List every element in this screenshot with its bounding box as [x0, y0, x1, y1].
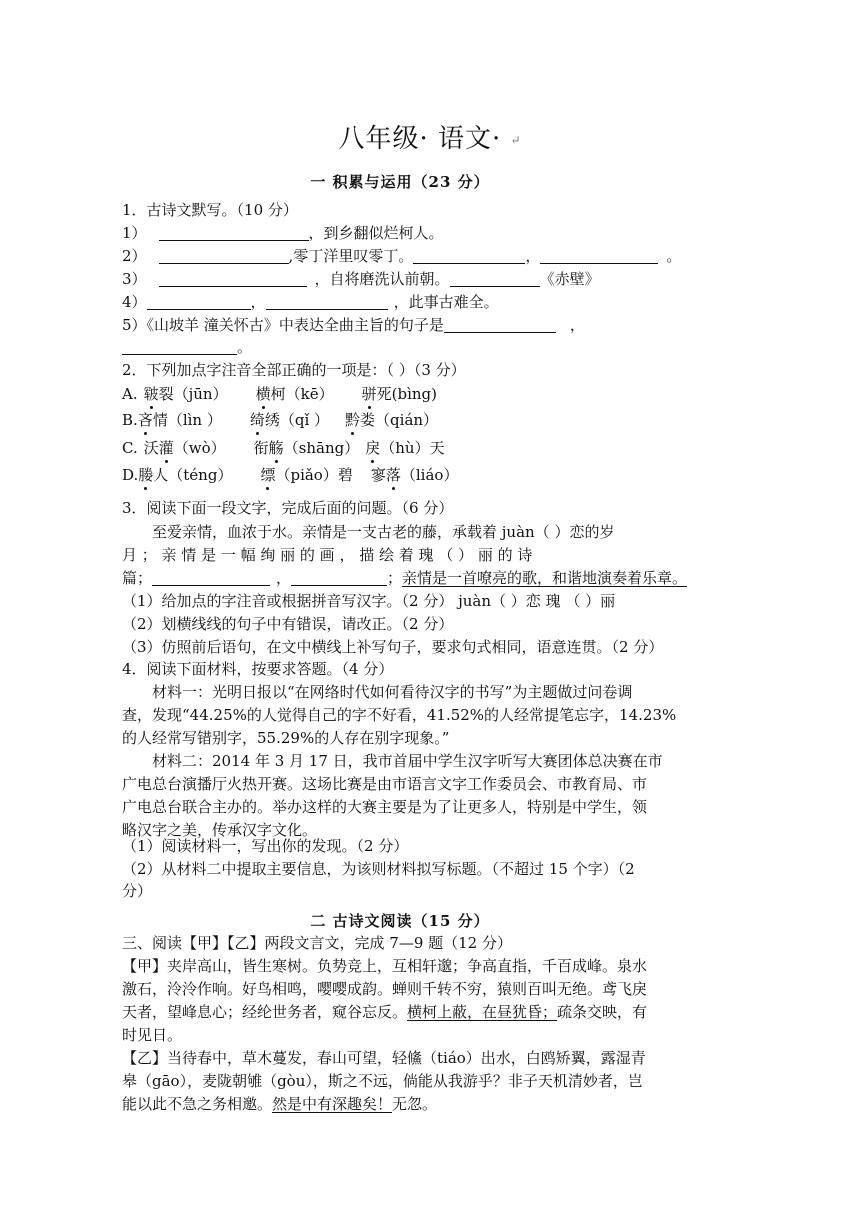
text: 能以此不急之务相邀。 [122, 1095, 273, 1113]
dotted-char: 横 [255, 385, 271, 403]
option-text: （wò） [173, 439, 226, 457]
q1-l5-text: 5）《山坡羊 潼关怀古》中表达全曲主旨的句子是 [122, 316, 444, 334]
jia-line-1: 【甲】夹岸高山，皆生寒树。负势竞上，互相轩邈；争高直指，千百成峰。泉水 [122, 957, 648, 975]
q3-sub-2: （2）划横线线的句子中有错误，请改正。（2 分） [122, 615, 454, 633]
q2-option-c[interactable] [122, 438, 732, 458]
option-text: 情（lìn ） [152, 411, 222, 429]
q2-option-a[interactable] [122, 384, 732, 404]
q1-l5b-end: 。 [237, 338, 253, 356]
section-2-heading: 二 古诗文阅读（15 分） [310, 912, 490, 930]
dotted-char: 皲 [143, 385, 159, 403]
option-text: 沃 [143, 439, 159, 457]
blank[interactable] [159, 271, 307, 287]
dotted-char: 落 [385, 466, 401, 484]
q4-m2-c: 广电总台联合主办的。举办这样的大赛主要是为了让更多人，特别是中学生，领 [122, 798, 648, 816]
option-text: （shāng） [283, 439, 360, 457]
q1-l3-source: 《赤壁》 [539, 270, 600, 288]
dotted-char: 媵 [138, 466, 154, 484]
text: 疏条交映，有 [557, 1003, 648, 1021]
q3-heading: 3．阅读下面一段文字，完成后面的问题。（6 分） [122, 499, 454, 517]
blank[interactable] [444, 317, 556, 333]
q4-m2-b: 广电总台演播厅火热开赛。这场比赛是由市语言文字工作委员会、市教育局、市 [122, 775, 648, 793]
dotted-char: 戾 [365, 439, 381, 457]
q1-heading: 1．古诗文默写。（10 分） [122, 201, 298, 219]
option-text: 衔 [253, 439, 269, 457]
q1-l2-end: 。 [666, 247, 682, 265]
dotted-char: 骈 [361, 385, 377, 403]
text: 篇； [122, 569, 153, 587]
q1-l4-text: ，此事古难全。 [393, 293, 499, 311]
q1-l5-comma: ， [569, 316, 585, 334]
dotted-char: 缥 [260, 466, 276, 484]
q3-para-1: 至爱亲情，血浓于水。亲情是一支古老的藤，承载着 juàn（ ）恋的岁 [152, 523, 615, 541]
q1-line-1 [122, 223, 732, 243]
option-text: 裂（jūn） [158, 385, 228, 403]
text: 天者，望峰息心；经纶世务者，窥谷忘反。 [122, 1003, 408, 1021]
text: 无忽。 [392, 1095, 438, 1113]
text: ； [387, 569, 403, 587]
q4-heading: 4．阅读下面材料，按要求答题。（4 分） [122, 660, 394, 678]
q1-l2-comma: ， [525, 247, 541, 265]
option-text: （liáo） [400, 466, 459, 484]
blank[interactable] [152, 570, 270, 586]
blank[interactable] [413, 248, 525, 264]
q1-l4-num: 4） [122, 293, 147, 311]
option-text: （hù）天 [380, 439, 445, 457]
q3-sub-3: （3）仿照前后语句，在文中横线上补写句子，要求句式相同，语意连贯。（2 分） [122, 638, 664, 656]
option-letter: B. [122, 411, 138, 429]
dotted-char: 吝 [137, 411, 153, 429]
blank[interactable] [291, 570, 387, 586]
q1-l4-comma: ， [250, 293, 266, 311]
jia-line-4: 时见日。 [122, 1026, 183, 1044]
option-text: 柯（kē） [270, 385, 334, 403]
q1-l2-text: ,零丁洋里叹零丁。 [288, 247, 414, 265]
option-text: 绣（qǐ ） [264, 411, 330, 429]
section-1-heading: 一 积累与运用（23 分） [310, 173, 490, 191]
q3-para-3 [122, 568, 732, 588]
dotted-char: 觞 [268, 439, 284, 457]
option-text: （piǎo）碧 [275, 466, 353, 484]
blank[interactable] [159, 248, 289, 264]
q4-m2-d: 略汉字之美，传承汉字文化。 [122, 821, 318, 839]
q1-l2-num: 2） [122, 247, 147, 265]
blank[interactable] [147, 294, 251, 310]
option-text: 娄（qián） [360, 411, 439, 429]
q4-m1-c: 的人经常写错别字，55.29%的人存在别字现象。” [122, 729, 450, 747]
yi-line-1: 【乙】当待春中，草木蔓发，春山可望，轻鯈（tiáo）出水，白鸥矫翼，露湿青 [122, 1049, 646, 1067]
jia-line-3 [122, 1002, 732, 1022]
return-mark: ↵ [510, 133, 522, 147]
page-title [0, 118, 860, 155]
q4-m1-b: 查，发现“44.25%的人觉得自己的字不好看，41.52%的人经常提笔忘字，14.23% [122, 706, 677, 724]
q4-m2-a: 材料二：2014 年 3 月 17 日，我市首届中学生汉字听写大赛团体总决赛在市 [152, 752, 663, 770]
q4-sub-2b: 分） [122, 882, 153, 900]
dotted-char: 绮 [249, 411, 265, 429]
text: ， [276, 569, 292, 587]
yi-line-2: 皋（gāo），麦陇朝雊（gòu），斯之不远，倘能从我游乎？非子天机清妙者，岂 [122, 1072, 643, 1090]
q1-line-2 [122, 246, 732, 266]
blank[interactable] [266, 294, 388, 310]
option-letter: A. [122, 385, 138, 403]
q2-heading: 2．下列加点字注音全部正确的一项是：（ ）（3 分） [122, 361, 466, 379]
option-letter: C. [122, 439, 138, 457]
q3-para-2: 月 ； 亲 情 是 一 幅 绚 丽 的 画 ， 描 绘 着 瑰 （ ） 丽 的 诗 [122, 546, 533, 564]
q1-line-4 [122, 292, 732, 312]
dotted-char: 黔 [345, 411, 361, 429]
q1-line-5b [122, 337, 732, 357]
option-text: 寥 [370, 466, 386, 484]
dotted-char: 灌 [158, 439, 174, 457]
option-text: 人（téng） [153, 466, 233, 484]
q1-line-5 [122, 315, 732, 335]
blank[interactable] [540, 248, 658, 264]
yi-line-3 [122, 1094, 732, 1114]
q2-option-b[interactable] [122, 410, 732, 430]
q3-sub-1: （1）给加点的字注音或根据拼音写汉字。（2 分） juàn（ ）恋 瑰 （ ）丽 [122, 592, 616, 610]
q2-option-d[interactable] [122, 465, 732, 485]
blank[interactable] [159, 225, 309, 241]
q4-sub-1: （1）阅读材料一，写出你的发现。（2 分） [122, 837, 409, 855]
q5-heading: 三、阅读【甲】【乙】两段文言文，完成 7—9 题（12 分） [122, 934, 512, 952]
q1-line-3 [122, 269, 732, 289]
blank[interactable] [122, 339, 237, 355]
q1-l1-num: 1） [122, 224, 147, 242]
title-text: 八年级· 语文· [338, 124, 502, 154]
q1-l3-num: 3） [122, 270, 147, 288]
q4-sub-2a: （2）从材料二中提取主要信息，为该则材料拟写标题。（不超过 15 个字）（2 [122, 860, 635, 878]
blank[interactable] [450, 271, 540, 287]
underlined-sentence: 亲情是一首嘹亮的歌，和谐地演奏着乐章。 [402, 569, 688, 587]
option-text: 死(b [376, 385, 408, 403]
option-letter: D. [122, 466, 139, 484]
jia-line-2: 激石，泠泠作响。好鸟相鸣，嘤嘤成韵。蝉则千转不穷，猿则百叫无绝。鸢飞戾 [122, 980, 648, 998]
underlined-sentence: 然是中有深趣矣！ [272, 1095, 393, 1113]
q4-m1-a: 材料一：光明日报以“在网络时代如何看待汉字的书写”为主题做过问卷调 [152, 683, 633, 701]
option-text: ìng) [407, 385, 437, 403]
underlined-sentence: 横柯上蔽，在昼犹昏； [407, 1003, 558, 1021]
q1-l1-text: ，到乡翻似烂柯人。 [308, 224, 444, 242]
q1-l3-text: ，自将磨洗认前朝。 [314, 270, 450, 288]
